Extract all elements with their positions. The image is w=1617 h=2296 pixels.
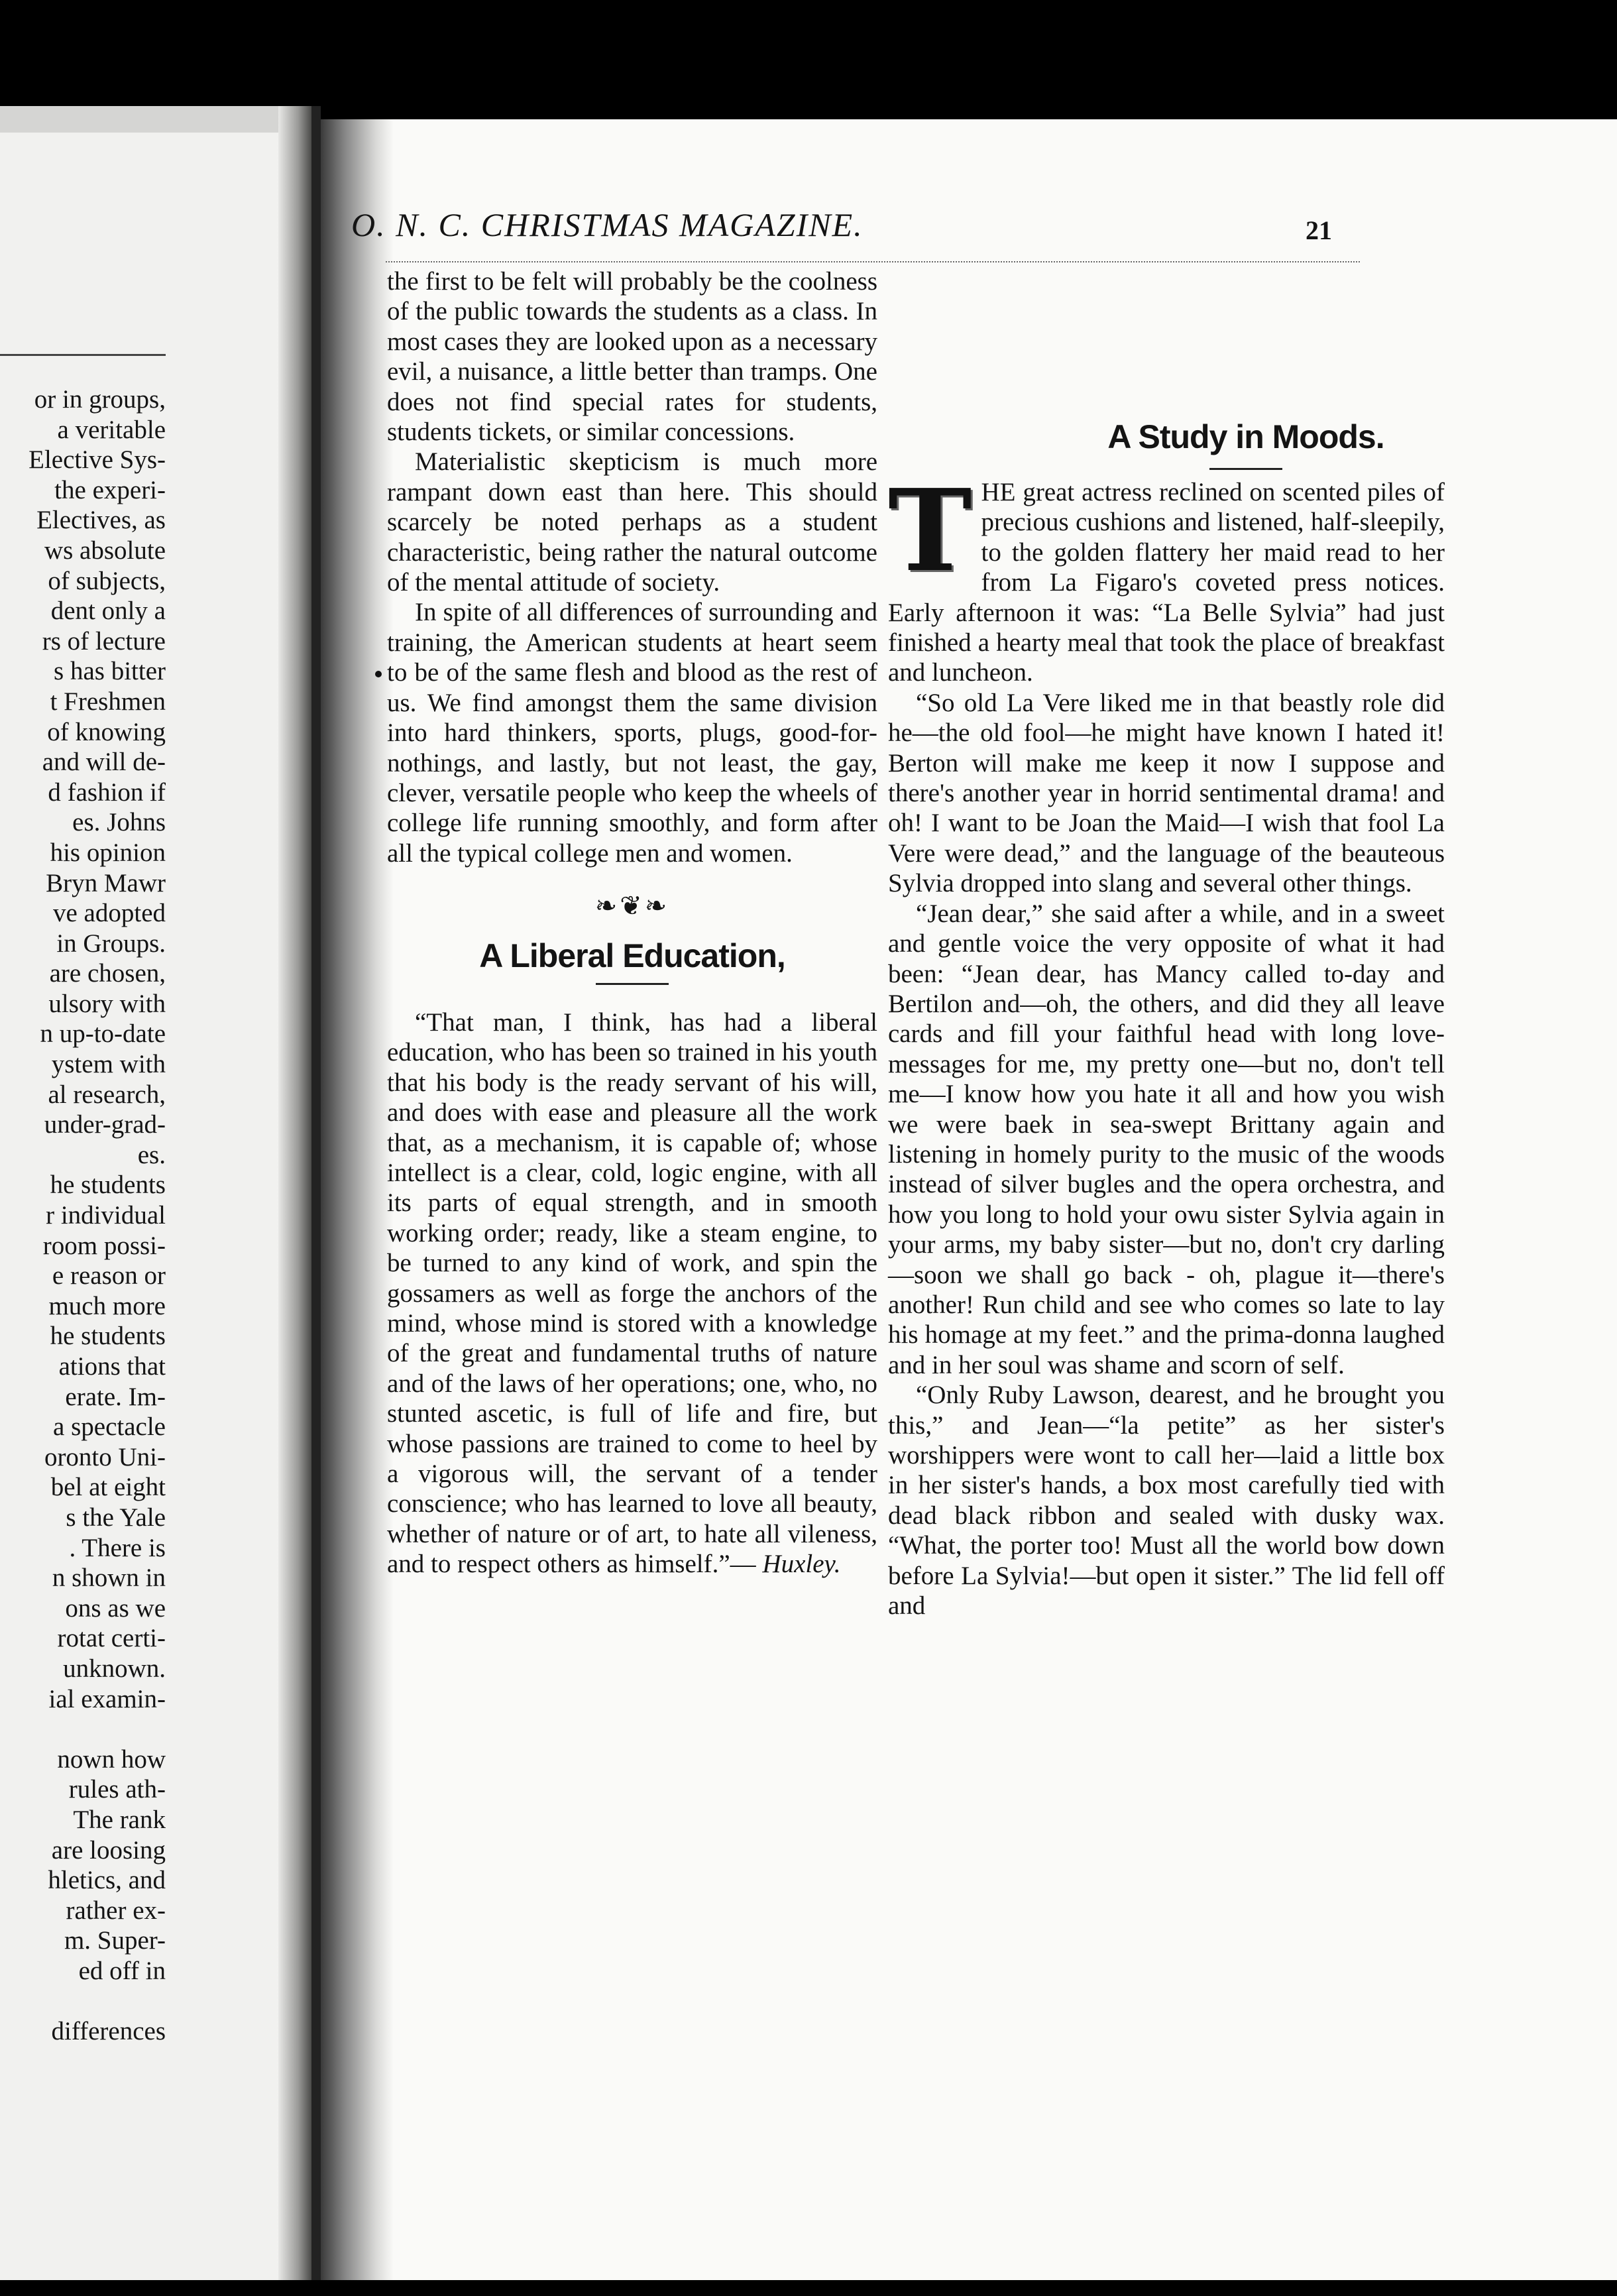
left-page-line: are chosen, (49, 959, 166, 988)
left-page-line: r individual (46, 1201, 166, 1230)
left-page-line: s has bitter (54, 657, 166, 686)
left-page-line (0, 1714, 166, 1745)
left-page-line: Elective Sys- (28, 445, 166, 475)
left-page-line: under-grad- (44, 1110, 166, 1139)
article-heading-study-in-moods: A Study in Moods. (1107, 418, 1384, 455)
left-page-line: the experi- (54, 475, 166, 504)
left-page-line: room possi- (42, 1231, 166, 1260)
left-page-line: rotat certi- (57, 1624, 166, 1653)
left-page-line: of knowing (47, 717, 166, 746)
quotation-attribution: Huxley. (762, 1550, 841, 1579)
left-page-line: unknown. (63, 1654, 166, 1683)
gutter-shadow (321, 119, 394, 2280)
ink-spot (375, 671, 382, 677)
left-page-line: . There is (69, 1533, 166, 1562)
quotation-text (387, 1007, 877, 1579)
header-rule (386, 261, 1360, 262)
left-page-line: ulsory with (48, 989, 166, 1018)
left-page-line: The rank (73, 1805, 166, 1834)
left-page-line: ws absolute (44, 536, 166, 565)
heading-rule (1209, 468, 1282, 470)
left-page-line: n shown in (52, 1564, 166, 1593)
paragraph: “So old La Vere liked me in that beastly role did he—the old fool—he might have known I hated it! Berton will make me keep it now I suppose and there's another year in horrid sentimental drama! and oh! I want to be Joan the Maid—I wish that fool La Vere were dead,” and the language of the beauteous Sylvia dropped into slang and several other things. (888, 688, 1445, 898)
left-page-line: e reason or (52, 1261, 166, 1291)
left-page-line: of subjects, (48, 566, 166, 595)
paragraph: HE great actress reclined on scented piles of precious cushions and listened, half-sleepily, to the golden flattery her maid read to her from La Figaro's coveted press notices. Early afternoon it was: “La Belle Sylvia” had just finished a hearty meal that took the place of breakfast and luncheon. (888, 478, 1445, 687)
left-page-line: differences (51, 2017, 166, 2046)
left-page-line: and will de- (42, 748, 166, 777)
left-page-line: rs of lecture (42, 626, 166, 656)
left-page-line: es. Johns (72, 808, 166, 837)
left-page-line: al research, (48, 1080, 166, 1109)
running-head: O. N. C. CHRISTMAS MAGAZINE. (351, 206, 864, 243)
paragraph: In spite of all differences of surrounding and training, the American students at heart seem to be of the same flesh and blood as the rest of us. We find amongst them the same division into hard thinkers, sports, plugs, good-for-nothings, and lastly, but not least, the gay, clever, versatile people who keep the wheels of college life running smoothly, and form after all the typical college men and women. (387, 598, 877, 868)
paragraph: Materialistic skepticism is much more rampant down east than here. This should scarcely be noted perhaps as a student characteristic, being rather the natural outcome of the mental attitude of society. (387, 447, 877, 597)
left-page-line: are loosing (51, 1835, 166, 1865)
left-page-line: ations that (58, 1352, 166, 1381)
left-page-line: much more (48, 1291, 166, 1320)
left-page-line: erate. Im- (65, 1382, 166, 1411)
heading-rule (596, 983, 669, 985)
left-page-line: his opinion (50, 838, 166, 867)
left-page-line: or in groups, (34, 385, 166, 414)
left-page-line: a spectacle (53, 1412, 166, 1442)
quotation-body: “That man, I think, has had a liberal education, who has been so trained in his youth that his body is the ready servant of his will, and does with ease and pleasure all the work that, as a mechanism, it is capable of; whose intellect is a clear, cold, logic engine, with all its parts of equal strength, and in smooth working order; ready, like a steam engine, to be turned to any kind of work, and spin the gossamers as well as forge the anchors of the mind, whose mind is stored with a knowledge of the great and fundamental truths of nature and of the laws of her operations; one, who, no stunted ascetic, is full of life and fire, but whose passions are trained to come to heel by a vigorous will, the servant of a tender conscience; who has learned to love all beauty, whether of nature or of art, to hate all vileness, and to respect others as himself.”— (387, 1007, 877, 1579)
ornament-divider: ❧❦❧ (594, 891, 670, 921)
paragraph: “Jean dear,” she said after a while, and in a sweet and gentle voice the very opposite of what it had been: “Jean dear, has Mancy called to-day and Bertilon and—oh, the others, and did they all leave cards and fill your faithful head with long love-messages for me, my pretty one—but no, don't tell me—I know how you hate it all and how you wish we were baek in sea-swept Brittany again and listening in homely purity to the music of the woods instead of silver bugles and the opera orchestra, and how you long to hold your owu sister Sylvia again in your arms, my baby sister—but no, don't cry darling—soon we shall go back - oh, plague it—there's another! Run child and see who comes so late to lay his homage at my feet.” and the prima-donna laughed and in her soul was shame and scorn of self. (888, 899, 1445, 1379)
column-right (888, 465, 1445, 1621)
left-page-line: a veritable (57, 415, 166, 444)
left-page-line: Electives, as (36, 506, 166, 535)
drop-cap: T (888, 465, 972, 597)
left-page-line: oronto Uni- (44, 1442, 166, 1471)
paragraph: the first to be felt will probably be the coolness of the public towards the students as a class. In most cases they are looked upon as a necessary evil, a nuisance, a little better than tramps. One does not find special rates for students, students tickets, or similar concessions. (387, 267, 877, 447)
article-heading-liberal-education: A Liberal Education, (479, 937, 785, 974)
left-page-line: es. (137, 1140, 166, 1169)
column-left (387, 266, 877, 1579)
left-page-line: hletics, and (48, 1866, 166, 1895)
left-page-line: in Groups. (56, 929, 166, 958)
page-gap (311, 106, 321, 2280)
paragraph: “Only Ruby Lawson, dearest, and he brought you this,” and Jean—“la petite” as her sister's worshippers were wont to call her—laid a little box in her sister's hands, a box most carefully tied with dead black ribbon and sealed with dusky wax. “What, the porter too! Must all the world bow down before La Sylvia!—but open it sister.” The lid fell off and (888, 1381, 1445, 1621)
left-page-line: dent only a (50, 597, 166, 626)
left-page-line: rules ath- (68, 1775, 166, 1804)
left-page-line: he students (50, 1171, 166, 1200)
left-page-text-fragments (0, 384, 166, 2047)
left-page-line: nown how (57, 1745, 166, 1774)
left-page-line: ial examin- (48, 1684, 166, 1713)
book-gutter (278, 106, 311, 2280)
left-page-line: Bryn Mawr (46, 868, 166, 897)
left-page-line: he students (50, 1322, 166, 1351)
left-page-line: bel at eight (50, 1473, 166, 1502)
left-page-line: n up-to-date (40, 1019, 166, 1049)
page-edge (0, 106, 311, 133)
left-page-line: ons as we (65, 1593, 166, 1623)
left-page-line: t Freshmen (50, 687, 166, 716)
left-page-line: ed off in (78, 1956, 166, 1985)
left-page-line: d fashion if (48, 777, 166, 807)
left-page-line: m. Super- (64, 1926, 166, 1955)
left-facing-page (0, 106, 311, 2280)
left-header-rule (0, 354, 166, 356)
left-page-line: ystem with (51, 1050, 166, 1079)
left-page-line: ve adopted (52, 899, 166, 928)
opening-paragraph (888, 465, 1445, 688)
left-page-line: s the Yale (66, 1503, 166, 1532)
page-number: 21 (1306, 215, 1332, 245)
left-page-line (0, 1986, 166, 2016)
page-header (351, 205, 1332, 245)
left-page-line: rather ex- (66, 1896, 166, 1925)
